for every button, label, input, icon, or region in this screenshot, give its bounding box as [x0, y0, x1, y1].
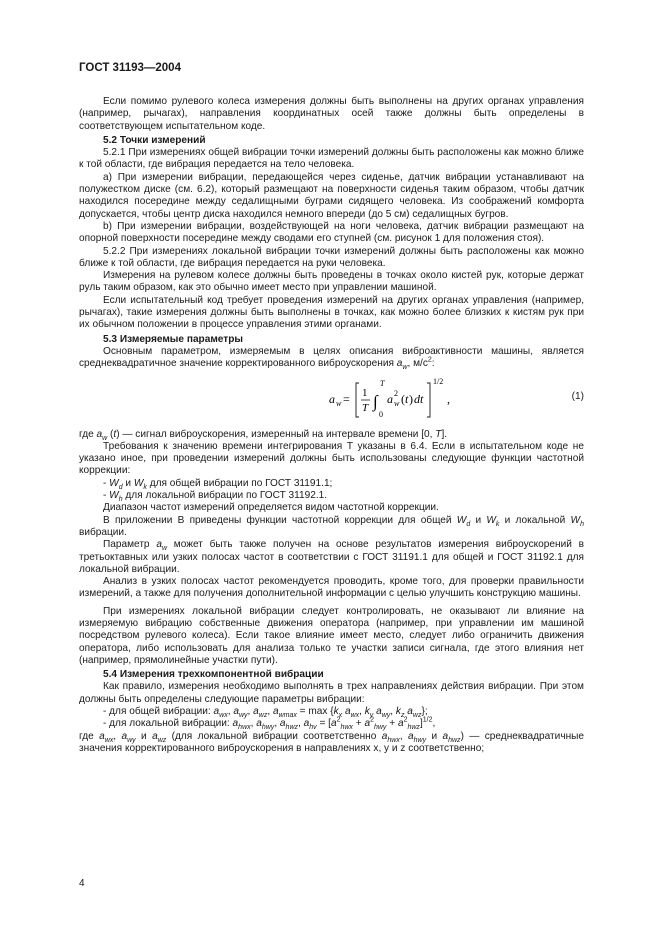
section-heading-5-2: 5.2 Точки измерений — [103, 134, 206, 146]
svg-text:∫: ∫ — [373, 391, 378, 411]
list-item-whole-body-weighting: - $W_d$ и $W_k$ для общей вибрации по ГОСТ 31191.1; — [103, 477, 333, 491]
paragraph-frequency-range: Диапазон частот измерений определяется видом частотной коррекции. — [103, 502, 439, 514]
list-item-hand-weighting: - $W_h$ для локальной вибрации по ГОСТ 31192.1. — [103, 490, 328, 504]
paragraph-narrowband: Анализ в узких полосах частот рекомендуется проводить, кроме того, для проверки правильности измерений, а также для получения дополнительной информации с целью улучшить конструкцию машины. — [79, 576, 584, 600]
paragraph-operator-motion: При измерениях локальной вибрации следует контролировать, не оказывают ли влияние на измеряемую вибрацию собственные движения оператора (например, при управлении им машиной посредством рулевого колеса). Если такое влияние имеет место, следует либо ограничить движения оператора, либо использовать для анализа только те участки записи сигнала, где этого влияния нет (например, прямолинейные участки пути). — [79, 605, 584, 666]
svg-text:0: 0 — [379, 409, 383, 419]
paragraph-three-directions: Как правило, измерения необходимо выполнять в трех направлениях действия вибрации. При этом должны быть определены следующие параметры вибрации: — [79, 681, 584, 705]
svg-text:(: ( — [401, 391, 405, 406]
section-heading-5-4: 5.4 Измерения трехкомпонентной вибрации — [103, 669, 324, 681]
paragraph-5-2-1: 5.2.1 При измерениях общей вибрации точки измерений должны быть расположены как можно ближе к той области, где вибрация передается на тело человека. — [79, 147, 584, 171]
paragraph-signal-definition: где $a_w$ (t) — сигнал виброускорения, измеренный на интервале времени [0, T]. — [79, 428, 448, 442]
rms-acceleration-formula — [329, 373, 529, 425]
svg-text:a: a — [329, 391, 335, 406]
paragraph-steering-axes: Если помимо рулевого колеса измерения должны быть выполнены на других органах управления (например, рычагах), направления координатных осей также должны быть определены в соответствующем испытательном коде. — [79, 96, 584, 132]
svg-text:t: t — [405, 391, 409, 406]
svg-text:1/2: 1/2 — [433, 376, 444, 386]
svg-text:): ) — [409, 391, 413, 406]
svg-text:T: T — [362, 401, 369, 414]
section-heading-5-3: 5.3 Измеряемые параметры — [103, 333, 244, 345]
running-header: ГОСТ 31193—2004 — [79, 62, 181, 74]
paragraph-parameter-definitions: где $a_{wx}$, $a_{wy}$ и $a_{wz}$ (для локальной вибрации соответственно $a_{hwx}$, $a_{hwy}$ и $a_{hwz}$) — среднеквадратичные значения корректированного виброускорения в направлениях x, y и z соответственно; — [79, 730, 585, 754]
svg-text:,: , — [447, 391, 450, 406]
svg-text:T: T — [380, 378, 385, 388]
paragraph-steering-wheel: Измерения на рулевом колесе должны быть проведены в точках около кистей рук, которые держат руль таким образом, как это обычно имеет место при управлении машиной. — [79, 270, 584, 294]
page-number: 4 — [79, 878, 85, 889]
paragraph-5-2-2: 5.2.2 При измерениях локальной вибрации точки измерений должны быть расположены как можно ближе к той области, где вибрация передается на руки человека. — [79, 245, 584, 269]
paragraph-feet-measurement: b) При измерении вибрации, воздействующей на ноги человека, датчик вибрации размещают на опорной поверхности посередине между сводами его ступней (см. рисунок 1 для положения стоя). — [79, 220, 584, 245]
svg-text:=: = — [343, 391, 350, 406]
svg-text:2: 2 — [394, 388, 398, 398]
svg-text:dt: dt — [414, 391, 424, 406]
paragraph-seat-measurement: а) При измерении вибрации, передающейся через сиденье, датчик вибрации устанавливают на полужестком диске (см. 6.2), который размещают на поверхности сиденья таким образом, чтобы датчик находился посередине между седалищными буграми сидящего человека. Из соображений комфорта допускается, чтобы центр диска находился немного впереди (до 5 см) седалищных бугров. — [79, 171, 584, 220]
svg-text:a: a — [387, 391, 393, 406]
equation-1 — [79, 373, 584, 425]
svg-text:w: w — [394, 398, 400, 408]
paragraph-main-parameter: Основным параметром, измеряемым в целях описания виброактивности машины, является среднеквадратичное значение корректированного виброускорения $a_w$, $м/с^2$: — [79, 345, 584, 372]
paragraph-annex-b: В приложении В приведены функции частотной коррекции для общей $W_d$ и $W_k$ и локальной $W_h$ вибрации. — [79, 514, 584, 538]
equation-number: (1) — [571, 390, 584, 402]
document-body — [79, 96, 584, 755]
paragraph-other-controls: Если испытательный код требует проведения измерений на других органах управления (например, рычагах), такие измерения должны быть выполнены в точках, как можно более близких к кистям рук при их обычном положении в процессе управления этими органами. — [79, 294, 584, 331]
paragraph-integration-time: Требования к значению времени интегрирования T указаны в 6.4. Если в испытательном коде не указано иное, при проведении измерений должны быть использованы следующие функции частотной коррекции: — [79, 440, 584, 477]
paragraph-third-octave: Параметр $a_w$ может быть также получен на основе результатов измерения виброускорений в третьоктавных или узких полосах частот в соответствии с ГОСТ 31191.1 для общей и ГОСТ 31192.1 для локальной вибрации. — [79, 539, 584, 575]
list-item-whole-body-params: - для общей вибрации: $a_{wx}$, $a_{wy}$, $a_{wz}$, $a_{wmax} = \max \{k_x$ $a_{wx}$, $k_y$ $a_{wy}$, $k_z$ $a_{wz}$}; — [103, 706, 428, 720]
svg-text:1: 1 — [362, 386, 368, 399]
list-item-hand-params: - для локальной вибрации: $a_{hwx}$, $a_{hwy}$, $a_{hwz}$, $a_{hv} = [a^2_{hwx} + a^2_{hwy} + a^2_{hwz}]^{1/2}$, — [103, 717, 436, 732]
svg-text:w: w — [336, 398, 342, 408]
